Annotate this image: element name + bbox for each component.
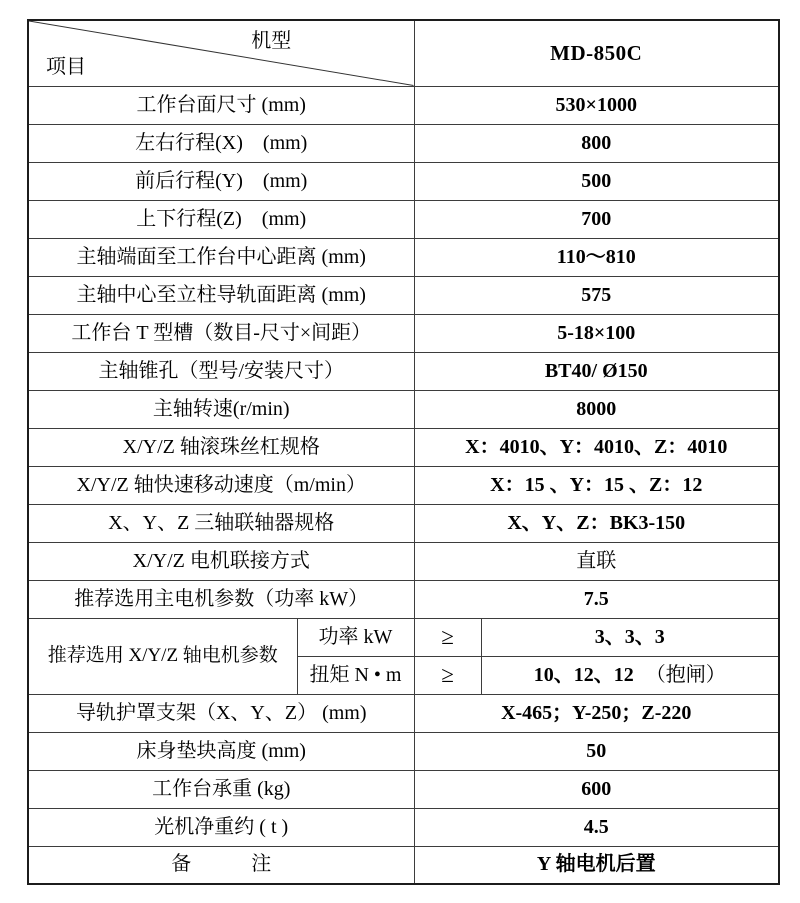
spec-value: 575 <box>414 276 779 314</box>
table-row <box>28 694 779 732</box>
torque-values: 10、12、12 <box>533 663 634 686</box>
table-row <box>28 124 779 162</box>
spec-value: 4.5 <box>414 808 779 846</box>
spec-value: 50 <box>414 732 779 770</box>
table-row <box>28 808 779 846</box>
table-row <box>28 276 779 314</box>
spec-value: X、Y、Z：BK3-150 <box>414 504 779 542</box>
spec-label: 主轴锥孔（型号/安装尺寸） <box>28 352 414 390</box>
spec-value: 700 <box>414 200 779 238</box>
table-row <box>28 238 779 276</box>
spec-value <box>481 656 779 694</box>
header-model-axis-label: 机型 <box>251 30 292 52</box>
spec-value: 800 <box>414 124 779 162</box>
table-row <box>28 390 779 428</box>
spec-value: X-465；Y-250；Z-220 <box>414 694 779 732</box>
spec-label: 上下行程(Z) (mm) <box>28 200 414 238</box>
spec-value: 530×1000 <box>414 86 779 124</box>
spec-value: Y 轴电机后置 <box>414 846 779 884</box>
header-item-axis-label: 项目 <box>46 55 86 78</box>
spec-label: 主轴端面至工作台中心距离 (mm) <box>28 238 414 276</box>
spec-value: 110～810 <box>414 238 779 276</box>
table-row <box>28 732 779 770</box>
spec-label: 床身垫块高度 (mm) <box>28 732 414 770</box>
spec-value: X：4010、Y：4010、Z：4010 <box>414 428 779 466</box>
spec-label: 备 注 <box>28 846 414 884</box>
model-name-cell: MD-850C <box>414 20 779 86</box>
spec-label: 工作台面尺寸 (mm) <box>28 86 414 124</box>
table-row <box>28 162 779 200</box>
table-row <box>28 352 779 390</box>
diagonal-header-cell <box>28 20 414 86</box>
spec-label: X、Y、Z 三轴联轴器规格 <box>28 504 414 542</box>
spec-label: X/Y/Z 电机联接方式 <box>28 542 414 580</box>
motor-params-group-label: 推荐选用 X/Y/Z 轴电机参数 <box>28 618 297 694</box>
table-row <box>28 428 779 466</box>
table-row <box>28 314 779 352</box>
spec-value: 7.5 <box>414 580 779 618</box>
table-row <box>28 542 779 580</box>
motor-params-row-power <box>28 618 779 656</box>
spec-value: 5-18×100 <box>414 314 779 352</box>
table-row <box>28 466 779 504</box>
spec-label: 光机净重约 ( t ) <box>28 808 414 846</box>
spec-value: 3、3、3 <box>481 618 779 656</box>
table-row <box>28 200 779 238</box>
table-row <box>28 846 779 884</box>
spec-label: 工作台承重 (kg) <box>28 770 414 808</box>
gte-operator: ≥ <box>414 656 481 694</box>
spec-value: 600 <box>414 770 779 808</box>
machine-spec-table <box>27 19 780 885</box>
motor-param-name: 扭矩 N • m <box>297 656 414 694</box>
table-header-row <box>28 20 779 86</box>
table-row <box>28 504 779 542</box>
gte-operator: ≥ <box>414 618 481 656</box>
spec-label: X/Y/Z 轴滚珠丝杠规格 <box>28 428 414 466</box>
spec-value: BT40/ Ø150 <box>414 352 779 390</box>
table-row <box>28 770 779 808</box>
spec-value: 500 <box>414 162 779 200</box>
motor-param-name: 功率 kW <box>297 618 414 656</box>
spec-label: 工作台 T 型槽（数目-尺寸×间距） <box>28 314 414 352</box>
spec-label: 主轴转速(r/min) <box>28 390 414 428</box>
spec-label: 导轨护罩支架（X、Y、Z） (mm) <box>28 694 414 732</box>
brake-note: （抱闸） <box>645 663 726 686</box>
spec-label: 左右行程(X) (mm) <box>28 124 414 162</box>
spec-value: 8000 <box>414 390 779 428</box>
spec-label: 推荐选用主电机参数（功率 kW） <box>28 580 414 618</box>
table-row <box>28 86 779 124</box>
spec-label: 前后行程(Y) (mm) <box>28 162 414 200</box>
spec-value: X：15 、Y：15 、Z：12 <box>414 466 779 504</box>
diagonal-divider-line <box>29 21 414 86</box>
table-row <box>28 580 779 618</box>
spec-label: 主轴中心至立柱导轨面距离 (mm) <box>28 276 414 314</box>
spec-label: X/Y/Z 轴快速移动速度（m/min） <box>28 466 414 504</box>
spec-value: 直联 <box>414 542 779 580</box>
